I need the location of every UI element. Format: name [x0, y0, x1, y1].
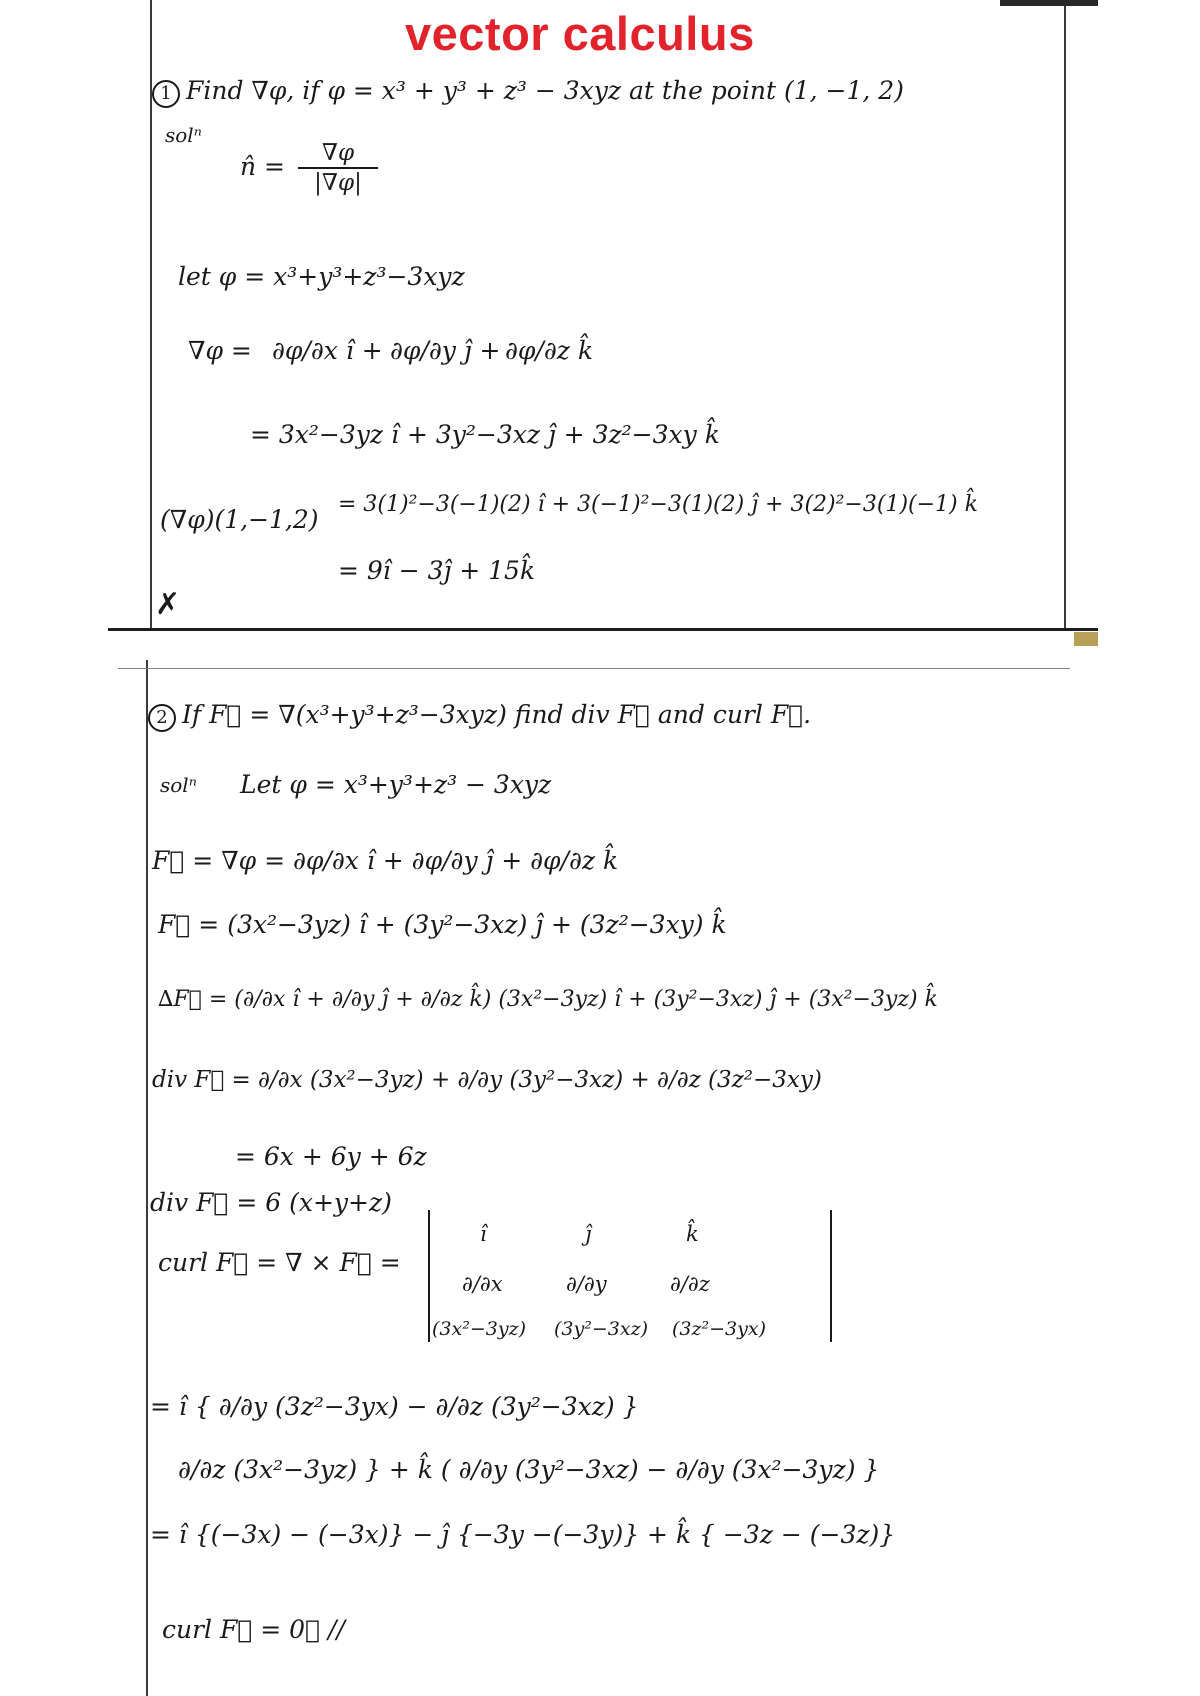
curl-expansion-2: ∂/∂z (3x²−3yz) } + k̂ ( ∂/∂y (3y²−3xz) − ∂/∂y (3x²−3yz) } — [178, 1455, 880, 1484]
problem-1-question — [152, 76, 904, 108]
curl-expansion-1: = î { ∂/∂y (3z²−3yx) − ∂/∂z (3y²−3xz) } — [150, 1392, 639, 1421]
fraction-bar — [298, 167, 378, 169]
gradient-term-z: ∂φ/∂z k̂ — [505, 336, 594, 365]
curl-result: curl F⃗ = 0⃗ // — [162, 1615, 345, 1644]
curl-lhs: curl F⃗ = ∇ × F⃗ = — [158, 1248, 401, 1277]
problem-1-question-text: Find ∇φ, if φ = x³ + y³ + z³ − 3xyz at the point (1, −1, 2) — [186, 76, 904, 105]
bottom-page-top-edge — [118, 668, 1070, 669]
gradient-lhs: ∇φ = — [188, 336, 252, 365]
det-d-dy: ∂/∂y — [566, 1272, 607, 1296]
problem-2-question — [148, 700, 811, 732]
page-divider — [108, 628, 1098, 631]
problem-2-let-phi: Let φ = x³+y³+z³ − 3xyz — [240, 770, 552, 799]
problem-1-solution-label: solⁿ — [165, 123, 202, 147]
gradient-expression: = 3x²−3yz î + 3y²−3xz ĵ + 3z²−3xy k̂ — [250, 420, 720, 449]
let-phi-line: let φ = x³+y³+z³−3xyz — [178, 262, 465, 291]
gradient-eval-lhs: (∇φ)(1,−1,2) — [160, 505, 319, 534]
cross-mark: ✗ — [155, 587, 181, 622]
problem-2-solution-label: solⁿ — [160, 773, 197, 797]
problem-1-number: 1 — [152, 80, 180, 108]
corner-shadow — [1000, 0, 1098, 6]
tape-mark — [1074, 632, 1098, 646]
page-title: vector calculus — [405, 7, 755, 60]
problem-2-question-text: If F⃗ = ∇(x³+y³+z³−3xyz) find div F⃗ and curl F⃗. — [182, 700, 812, 729]
del-f-line: ∆F⃗ = (∂/∂x î + ∂/∂y ĵ + ∂/∂z k̂) (3x²−3yz) î + (3y²−3xz) ĵ + (3x²−3yz) k̂ — [158, 987, 938, 1012]
curl-expansion-3: = î {(−3x) − (−3x)} − ĵ {−3y −(−3y)} + k̂ { −3z − (−3z)} — [150, 1520, 896, 1549]
gradient-result: = 9î − 3ĵ + 15k̂ — [338, 556, 536, 585]
det-f-y: (3y²−3xz) — [554, 1318, 648, 1340]
det-f-x: (3x²−3yz) — [432, 1318, 526, 1340]
det-d-dx: ∂/∂x — [462, 1272, 503, 1296]
unit-normal-numerator: ∇φ — [321, 140, 355, 166]
gradient-term-y: ∂φ/∂y ĵ + — [390, 336, 501, 365]
f-expression: F⃗ = (3x²−3yz) î + (3y²−3xz) ĵ + (3z²−3xy) k̂ — [158, 910, 727, 939]
det-i-hat: î — [480, 1222, 487, 1246]
divergence-line: div F⃗ = ∂/∂x (3x²−3yz) + ∂/∂y (3y²−3xz) + ∂/∂z (3z²−3xy) — [152, 1067, 822, 1093]
gradient-eval-expression: = 3(1)²−3(−1)(2) î + 3(−1)²−3(1)(2) ĵ + 3(2)²−3(1)(−1) k̂ — [338, 492, 978, 517]
det-f-z: (3z²−3yx) — [672, 1318, 766, 1340]
unit-normal-denominator: |∇φ| — [314, 170, 362, 196]
gradient-term-x: ∂φ/∂x î + — [272, 336, 383, 365]
det-d-dz: ∂/∂z — [670, 1272, 710, 1296]
det-k-hat: k̂ — [686, 1222, 699, 1246]
left-margin-line-bottom — [146, 660, 148, 1696]
unit-normal-lhs: n̂ = — [240, 152, 285, 181]
unit-normal-fraction — [298, 140, 378, 196]
problem-2-number: 2 — [148, 704, 176, 732]
f-equals-gradient: F⃗ = ∇φ = ∂φ/∂x î + ∂φ/∂y ĵ + ∂φ/∂z k̂ — [152, 846, 619, 875]
divergence-result: div F⃗ = 6 (x+y+z) — [150, 1188, 392, 1217]
det-j-hat: ĵ — [585, 1222, 592, 1246]
right-margin-line-top — [1064, 0, 1066, 628]
divergence-sum: = 6x + 6y + 6z — [235, 1142, 427, 1171]
